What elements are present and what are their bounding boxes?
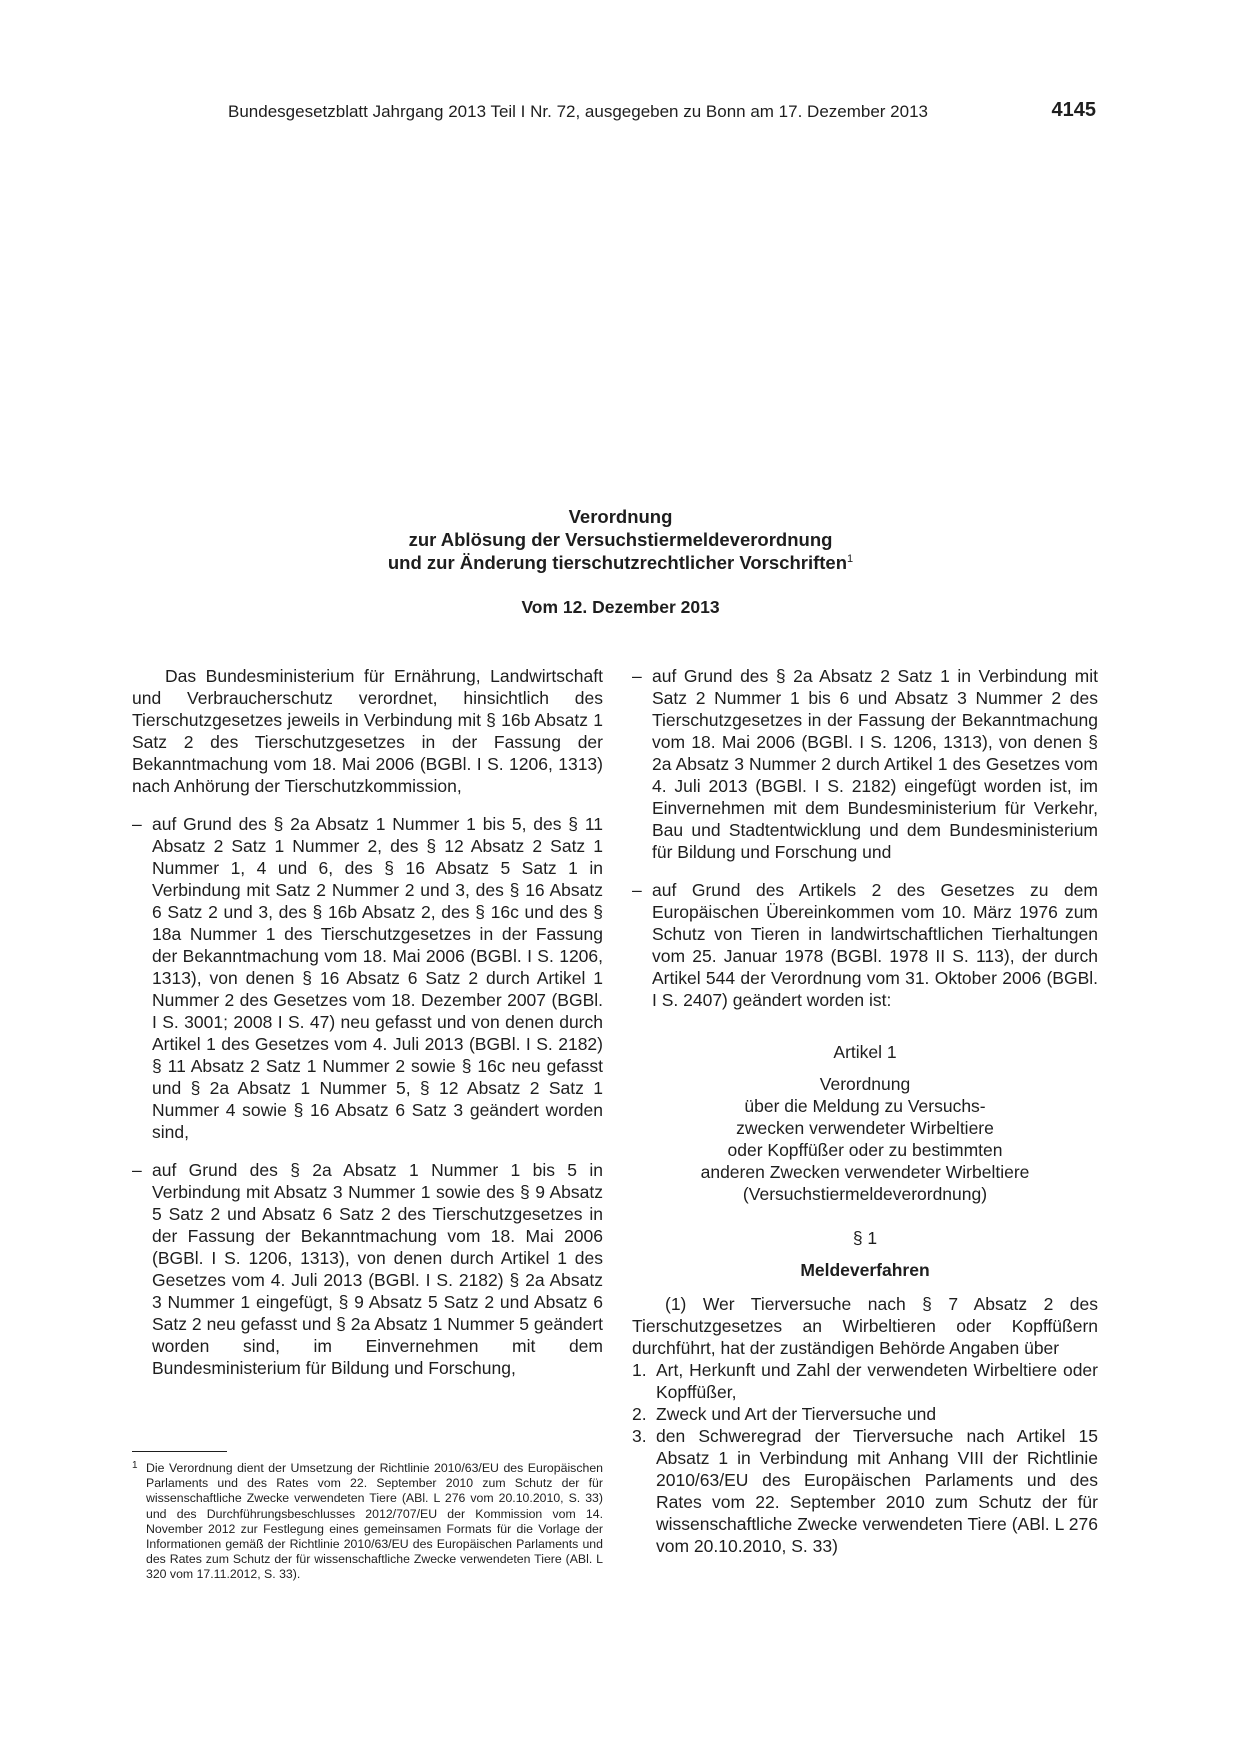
dash-marker: – — [132, 814, 142, 834]
preamble-item-text: auf Grund des § 2a Absatz 2 Satz 1 in Verbindung mit Satz 2 Nummer 1 bis 6 und Absatz 3 Nummer 2 des Tierschutzgesetzes in der Fassung der Bekanntmachung vom 18. Mai 2006 (BGBl. I S. 1206, 1313), von denen § 2a Absatz 3 Nummer 2 durch Artikel 1 des Gesetzes vom 4. Juli 2013 (BGBl. I S. 2182) eingefügt worden ist, im Einvernehmen mit dem Bundesministerium für Verkehr, Bau und Stadtentwicklung und dem Bundesministerium für Bildung und Forschung und — [652, 666, 1098, 862]
title-line-2: zur Ablösung der Versuchstiermeldeverordnung — [408, 529, 833, 550]
title-line-1: Verordnung — [568, 506, 673, 527]
list-marker: 3. — [632, 1426, 647, 1446]
running-title: Bundesgesetzblatt Jahrgang 2013 Teil I Nr. 72, ausgegeben zu Bonn am 17. Dezember 2013 — [228, 102, 928, 121]
left-column — [132, 665, 603, 1379]
list-item — [632, 1403, 1098, 1425]
preamble-item-text: auf Grund des § 2a Absatz 1 Nummer 1 bis 5, des § 11 Absatz 2 Satz 1 Nummer 2, des § 12 Absatz 2 Satz 1 Nummer 1, 4 und 6, des § 16 Absatz 5 Satz 1 in Verbindung mit Satz 2 Nummer 2 und 3, des § 16 Absatz 6 Satz 2 und 3, des § 16b Absatz 2, des § 16c und des § 18a Nummer 1 des Tierschutzgesetzes in der Fassung der Bekanntmachung vom 18. Mai 2006 (BGBl. I S. 1206, 1313), von denen § 16 Absatz 6 Satz 2 durch Artikel 1 Nummer 2 des Gesetzes vom 18. Dezember 2007 (BGBl. I S. 3001; 2008 I S. 47) neu gefasst und von denen durch Artikel 1 des Gesetzes vom 4. Juli 2013 (BGBl. I S. 2182) § 11 Absatz 2 Satz 1 Nummer 2 sowie § 16c neu gefasst und § 2a Absatz 1 Nummer 5, § 12 Absatz 2 Satz 1 Nummer 4 sowie § 16 Absatz 6 Satz 3 geändert worden sind, — [152, 814, 603, 1142]
preamble-item-text: auf Grund des § 2a Absatz 1 Nummer 1 bis 5 in Verbindung mit Absatz 3 Nummer 1 sowie des § 9 Absatz 5 Satz 2 und Absatz 6 Satz 2 des Tierschutzgesetzes in der Fassung der Bekanntmachung vom 18. Mai 2006 (BGBl. I S. 1206, 1313), von denen durch Artikel 1 des Gesetzes vom 4. Juli 2013 (BGBl. I S. 2182) § 2a Absatz 3 Nummer 1 eingefügt, § 9 Absatz 5 Satz 2 und Absatz 6 Satz 2 neu gefasst und § 2a Absatz 1 Nummer 5 geändert worden sind, im Einvernehmen mit dem Bundesministerium für Bildung und Forschung, — [152, 1160, 603, 1378]
document-date: Vom 12. Dezember 2013 — [521, 597, 720, 617]
dash-marker: – — [632, 666, 642, 686]
article-title-line: Verordnung — [819, 1074, 911, 1094]
list-item-text: den Schweregrad der Tierversuche nach Artikel 15 Absatz 1 in Verbindung mit Anhang VIII der Richtlinie 2010/63/EU des Europäischen Parlaments und des Rates vom 22. September 2010 zum Schutz der für wissenschaftliche Zwecke verwendeten Tiere (ABl. L 276 vom 20.10.2010, S. 33) — [656, 1426, 1098, 1556]
right-column — [632, 665, 1098, 1557]
section-number: § 1 — [852, 1228, 878, 1248]
document-title — [130, 505, 1111, 574]
preamble-item — [632, 879, 1098, 1011]
dash-marker: – — [132, 1160, 142, 1180]
section-title: Meldeverfahren — [800, 1260, 930, 1280]
article-title-line: oder Kopffüßer oder zu bestimmten — [727, 1140, 1003, 1160]
article-title-line: zwecken verwendeter Wirbeltiere — [736, 1118, 994, 1138]
footnote-text: Die Verordnung dient der Umsetzung der Richtlinie 2010/63/EU des Europäischen Parlaments und des Rates vom 22. September 2010 zum Schutz der für wissenschaftliche Zwecke verwendeten Tiere (ABl. L 276 vom 20.10.2010, S. 33) und des Durchführungsbeschlusses 2012/707/EU der Kommission vom 14. November 2012 zur Festlegung eines gemeinsamen Formats für die Vorlage der Informationen gemäß der Richtlinie 2010/63/EU des Europäischen Parlaments und des Rates zum Schutz der für wissenschaftliche Zwecke verwendeten Tiere (ABl. L 320 vom 17.11.2012, S. 33). — [146, 1461, 603, 1582]
preamble-item-text: auf Grund des Artikels 2 des Gesetzes zu dem Europäischen Übereinkommen vom 10. März 1976 zum Schutz von Tieren in landwirtschaftlichen Tierhaltungen vom 25. Januar 1978 (BGBl. 1978 II S. 113), der durch Artikel 544 der Verordnung vom 31. Oktober 2006 (BGBl. I S. 2407) geändert worden ist: — [652, 880, 1098, 1010]
article-title-line: über die Meldung zu Versuchs- — [744, 1096, 986, 1116]
title-line-3 — [130, 551, 1111, 574]
preamble-intro: Das Bundesministerium für Ernährung, Landwirtschaft und Verbraucherschutz verordnet, hinsichtlich des Tierschutzgesetzes jeweils in Verbindung mit § 16b Absatz 1 Satz 2 des Tierschutzgesetzes in der Fassung der Bekanntmachung vom 18. Mai 2006 (BGBl. I S. 1206, 1313) nach Anhörung der Tierschutzkommission, — [132, 666, 603, 796]
list-item — [632, 1359, 1098, 1403]
title-footnote-ref: 1 — [847, 552, 854, 565]
article-title-line: (Versuchstiermeldeverordnung) — [742, 1184, 988, 1204]
preamble-item — [132, 1159, 603, 1379]
list-marker: 2. — [632, 1404, 647, 1424]
page-number: 4145 — [1051, 99, 1096, 121]
list-item-text: Art, Herkunft und Zahl der verwendeten Wirbeltiere oder Kopffüßer, — [656, 1360, 1098, 1402]
preamble-item — [632, 665, 1098, 863]
article-title — [632, 1073, 1098, 1205]
footnote — [132, 1461, 603, 1583]
list-item-text: Zweck und Art der Tierversuche und — [656, 1404, 937, 1424]
preamble-item — [132, 813, 603, 1143]
list-marker: 1. — [632, 1360, 647, 1380]
section-paragraph: (1) Wer Tierversuche nach § 7 Absatz 2 des Tierschutzgesetzes an Wirbeltieren oder Kopffüßern durchführt, hat der zuständigen Behörde Angaben über — [632, 1294, 1098, 1358]
title-line-3-text: und zur Änderung tierschutzrechtlicher Vorschriften — [387, 552, 847, 573]
article-heading: Artikel 1 — [833, 1042, 897, 1062]
footnote-marker: 1 — [132, 1460, 138, 1471]
list-item — [632, 1425, 1098, 1557]
footnote-divider — [132, 1451, 227, 1452]
article-title-line: anderen Zwecken verwendeter Wirbeltiere — [700, 1162, 1030, 1182]
dash-marker: – — [632, 880, 642, 900]
